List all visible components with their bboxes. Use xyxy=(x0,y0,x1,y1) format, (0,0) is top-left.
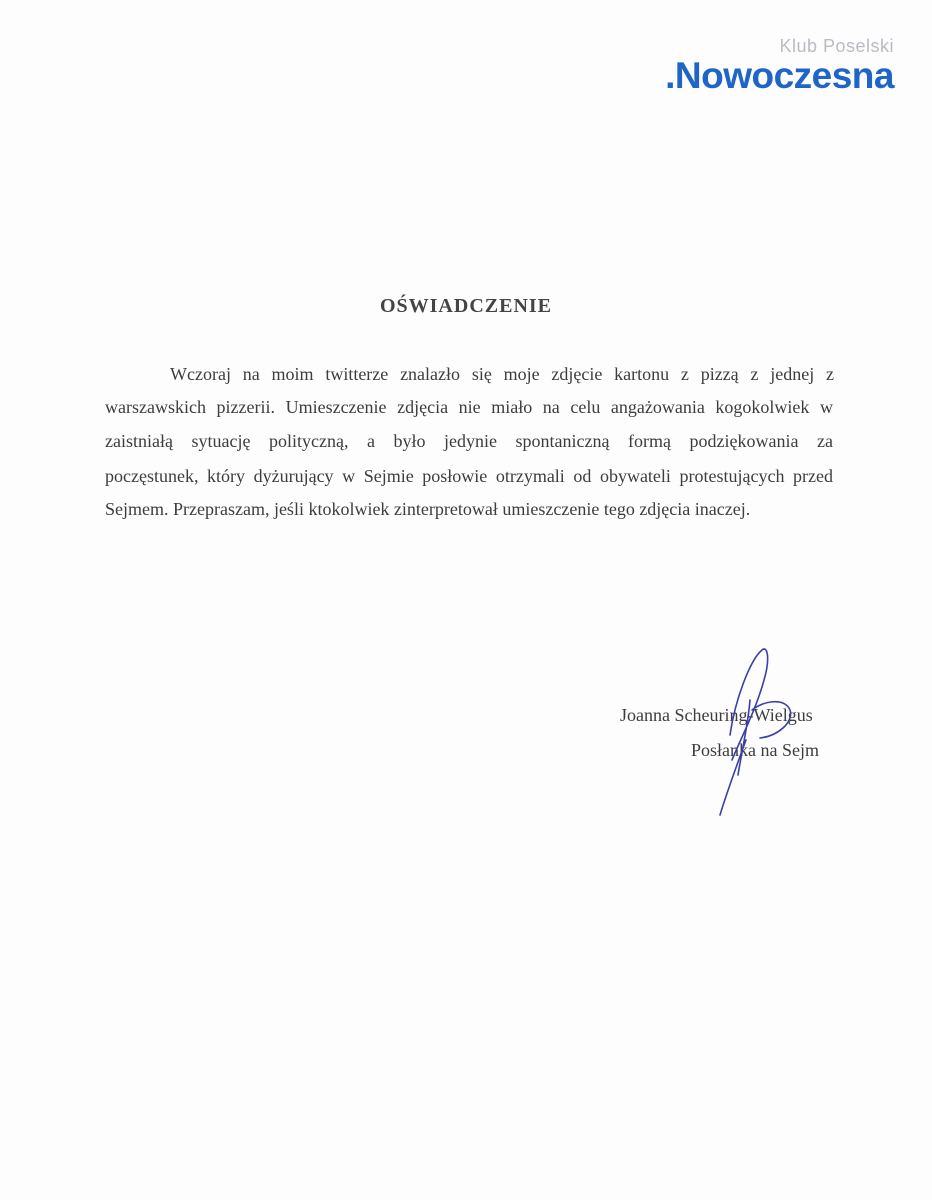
body-line: Wczoraj na moim twitterze znalazło się moje zdjęcie kartonu z pizzą z jednej z xyxy=(170,364,834,384)
body-line: poczęstunek, który dyżurujący w Sejmie posłowie otrzymali od obywateli protestujących przed xyxy=(105,466,833,486)
signatory-role: Posłanka na Sejm xyxy=(691,740,819,760)
signatory-name: Joanna Scheuring-Wielgus xyxy=(620,705,813,725)
body-line: zaistniałą sytuację polityczną, a było jedynie spontaniczną formą podziękowania za xyxy=(105,431,833,451)
handwritten-signature xyxy=(690,640,840,820)
party-logo xyxy=(665,36,894,96)
body-line-last: Sejmem. Przepraszam, jeśli ktokolwiek zinterpretował umieszczenie tego zdjęcia inaczej. xyxy=(105,499,751,519)
logo-club-text: Klub Poselski xyxy=(779,36,894,56)
logo-party-name: .Nowoczesna xyxy=(665,55,894,96)
document-title: OŚWIADCZENIE xyxy=(379,295,553,317)
body-line: warszawskich pizzerii. Umieszczenie zdjęcia nie miało na celu angażowania kogokolwiek w xyxy=(105,397,833,417)
